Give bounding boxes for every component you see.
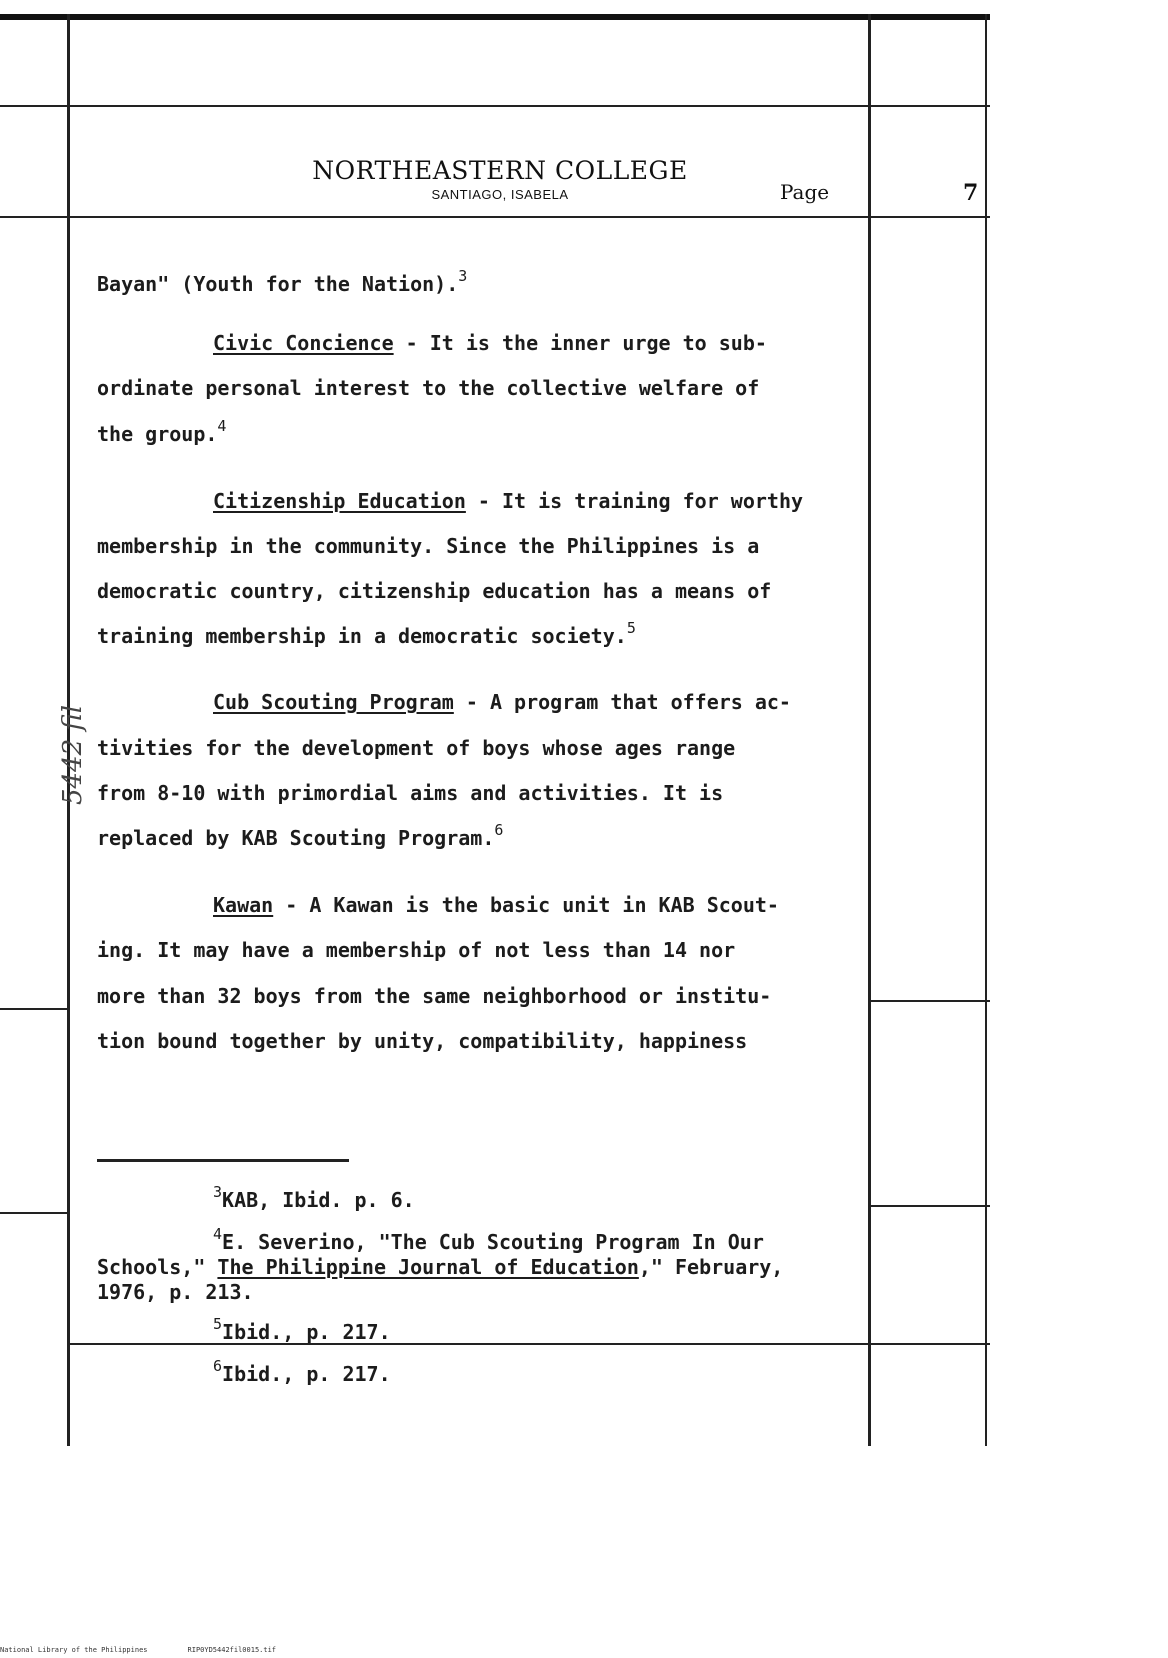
definition-citizenship-education: Citizenship Education - It is training for worthy <box>213 489 804 513</box>
footnote-4: $^4$E. Severino, "The Cub Scouting Program In Our <box>213 1225 764 1254</box>
scan-footer-source: National Library of the Philippines <box>0 1646 148 1654</box>
body-line: tivities for the development of boys whose ages range <box>97 736 736 760</box>
defined-term: Citizenship Education <box>213 489 466 513</box>
body-line: ordinate personal interest to the collective welfare of <box>97 376 760 400</box>
body-line: tion bound together by unity, compatibility, happiness <box>97 1029 748 1053</box>
body-line: the group.$^4$ <box>97 417 227 446</box>
page-number: 7 <box>963 180 979 206</box>
bottom-rule <box>67 1343 990 1345</box>
college-location: SANTIAGO, ISABELA <box>431 187 569 202</box>
footnote-separator <box>97 1159 349 1162</box>
page-label: Page <box>780 180 830 204</box>
definition-kawan: Kawan - A Kawan is the basic unit in KAB Scout- <box>213 893 779 917</box>
body-line: training membership in a democratic society.$^5$ <box>97 619 636 648</box>
defined-term: Kawan <box>213 893 274 917</box>
scan-footer-filename: RIP0YD5442fil0015.tif <box>187 1646 277 1654</box>
defined-term: Civic Concience <box>213 331 394 355</box>
footnote-4-line-2: Schools," The Philippine Journal of Education," February, <box>97 1255 784 1279</box>
body-line: ing. It may have a membership of not less than 14 nor <box>97 938 736 962</box>
journal-title: The Philippine Journal of Education <box>217 1255 639 1279</box>
defined-term: Cub Scouting Program <box>213 690 454 714</box>
body-line: more than 32 boys from the same neighborhood or institu- <box>97 984 772 1008</box>
left-column-rule-2 <box>0 1212 67 1214</box>
body-line: replaced by KAB Scouting Program.$^6$ <box>97 821 504 850</box>
body-line: from 8-10 with primordial aims and activities. It is <box>97 781 724 805</box>
body-line: Bayan" (Youth for the Nation).$^3$ <box>97 267 468 296</box>
footnote-ref: 4 <box>217 417 227 435</box>
far-right-rule <box>985 14 987 1446</box>
header-top-rule <box>0 105 990 107</box>
footnote-ref: 6 <box>494 821 504 839</box>
body-line: membership in the community. Since the Philippines is a <box>97 534 760 558</box>
right-column-rule-1 <box>868 1000 990 1002</box>
footnote-ref: 5 <box>626 619 636 637</box>
header-bottom-rule <box>0 216 990 218</box>
right-column-rule-2 <box>868 1205 990 1207</box>
footnote-6: $^6$Ibid., p. 217. <box>213 1357 391 1386</box>
footnote-4-line-3: 1976, p. 213. <box>97 1280 254 1304</box>
footnote-5: $^5$Ibid., p. 217. <box>213 1315 391 1344</box>
right-margin-rule <box>868 14 871 1446</box>
body-line: democratic country, citizenship education has a means of <box>97 579 772 603</box>
handwritten-margin-note: 5442 fil <box>58 704 88 805</box>
footnote-3: $^3$KAB, Ibid. p. 6. <box>213 1183 415 1212</box>
definition-cub-scouting: Cub Scouting Program - A program that offers ac- <box>213 690 791 714</box>
definition-civic-conscience: Civic Concience - It is the inner urge to sub- <box>213 331 767 355</box>
footnote-ref: 3 <box>458 267 468 285</box>
college-name: NORTHEASTERN COLLEGE <box>312 156 688 185</box>
left-column-rule-1 <box>0 1008 67 1010</box>
top-border <box>0 14 990 20</box>
scan-footer <box>0 1646 316 1654</box>
